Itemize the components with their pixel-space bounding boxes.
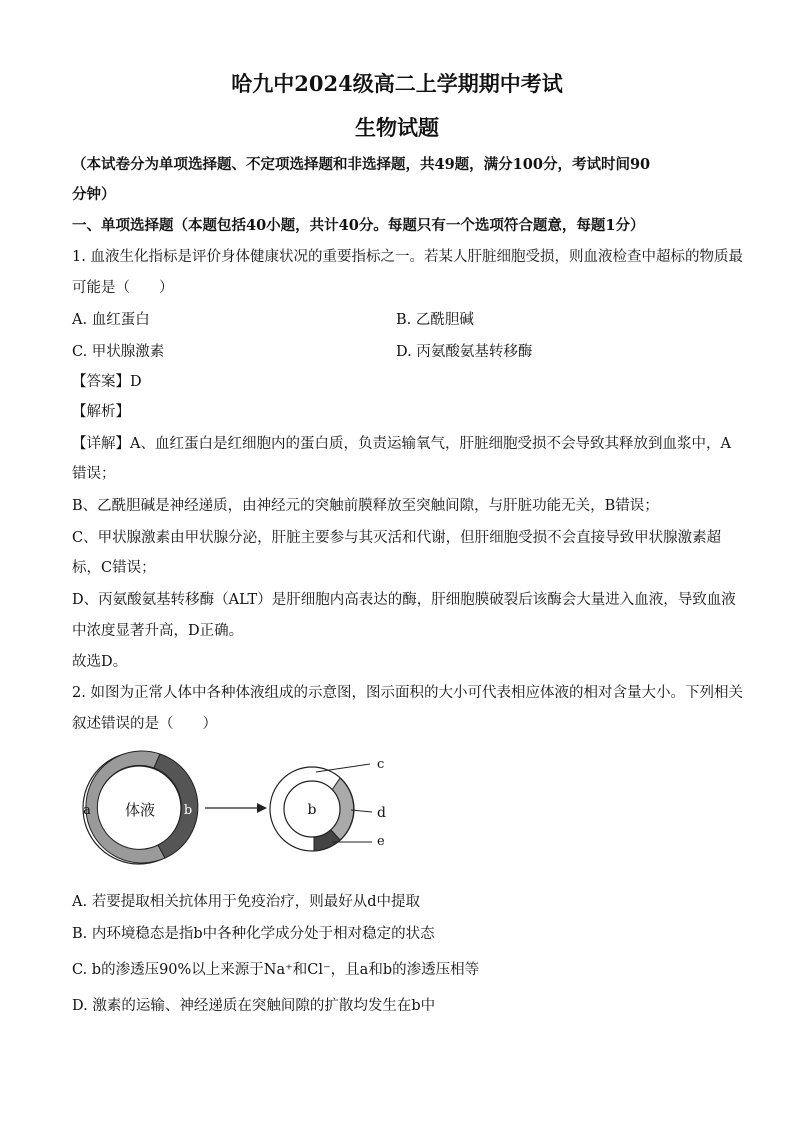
q2-stem-line-1: 2. 如图为正常人体中各种体液组成的示意图，图示面积的大小可代表相应体液的相对含量大小。下列相关 <box>72 685 743 701</box>
q1-detail-line-3: B、乙酰胆碱是神经递质，由神经元的突触前膜释放至突触间隙，与肝脏功能无关，B错误； <box>72 498 659 514</box>
q1-detail-line-5: 标，C错误； <box>72 560 156 576</box>
exam-subtitle: 生物试题 <box>355 115 439 140</box>
right-ring <box>270 757 386 851</box>
body-fluid-diagram <box>60 742 420 882</box>
q2-stem-line-2: 叙述错误的是（ ） <box>72 716 217 732</box>
q2-option-c: C. b的渗透压90%以上来源于Na⁺和Cl⁻，且a和b的渗透压相等 <box>72 962 480 978</box>
q1-stem-line-2: 可能是（ ） <box>72 280 174 296</box>
label-c: c <box>377 757 385 772</box>
q1-option-a: A. 血红蛋白 <box>72 312 150 328</box>
q1-detail-line-7: 中浓度显著升高，D正确。 <box>72 623 244 639</box>
q1-detail-line-4: C、甲状腺激素由甲状腺分泌，肝脏主要参与其灭活和代谢，但肝细胞受损不会直接导致甲状腺激素超 <box>72 530 722 546</box>
label-a: a <box>83 803 91 818</box>
label-e: e <box>377 834 385 849</box>
q1-detail-line-1: 【详解】A、血红蛋白是红细胞内的蛋白质，负责运输氧气，肝脏细胞受损不会导致其释放到血浆中，A <box>72 436 731 452</box>
inner-label-b: b <box>307 802 317 818</box>
q1-detail-line-8: 故选D。 <box>72 654 128 670</box>
q2-option-d: D. 激素的运输、神经递质在突触间隙的扩散均发生在b中 <box>72 998 436 1014</box>
intro-line-1: （本试卷分为单项选择题、不定项选择题和非选择题，共49题，满分100分，考试时间90 <box>72 156 651 173</box>
label-b: b <box>183 803 193 818</box>
arrow <box>205 803 267 813</box>
q1-analysis-label: 【解析】 <box>72 404 130 420</box>
q1-stem-line-1: 1. 血液生化指标是评价身体健康状况的重要指标之一。若某人肝脏细胞受损，则血液检查中超标的物质最 <box>72 249 743 265</box>
intro-line-2: 分钟） <box>72 186 116 203</box>
q1-answer: 【答案】D <box>72 374 142 390</box>
label-d: d <box>377 805 386 821</box>
q1-detail-line-2: 错误； <box>72 466 116 482</box>
q2-option-b: B. 内环境稳态是指b中各种化学成分处于相对稳定的状态 <box>72 926 435 942</box>
section-heading: 一、单项选择题（本题包括40小题，共计40分。每题只有一个选项符合题意，每题1分） <box>72 217 645 234</box>
fluid-center-label: 体液 <box>124 801 156 819</box>
q1-detail-line-6: D、丙氨酸氨基转移酶（ALT）是肝细胞内高表达的酶，肝细胞膜破裂后该酶会大量进入血液，导致血液 <box>72 592 736 608</box>
q1-option-b: B. 乙酰胆碱 <box>396 312 474 328</box>
q1-option-d: D. 丙氨酸氨基转移酶 <box>396 344 533 360</box>
q1-option-c: C. 甲状腺激素 <box>72 344 165 360</box>
exam-title: 哈九中2024级高二上学期期中考试 <box>231 71 563 96</box>
q2-option-a: A. 若要提取相关抗体用于免疫治疗，则最好从d中提取 <box>72 894 420 910</box>
left-ring <box>83 751 198 864</box>
